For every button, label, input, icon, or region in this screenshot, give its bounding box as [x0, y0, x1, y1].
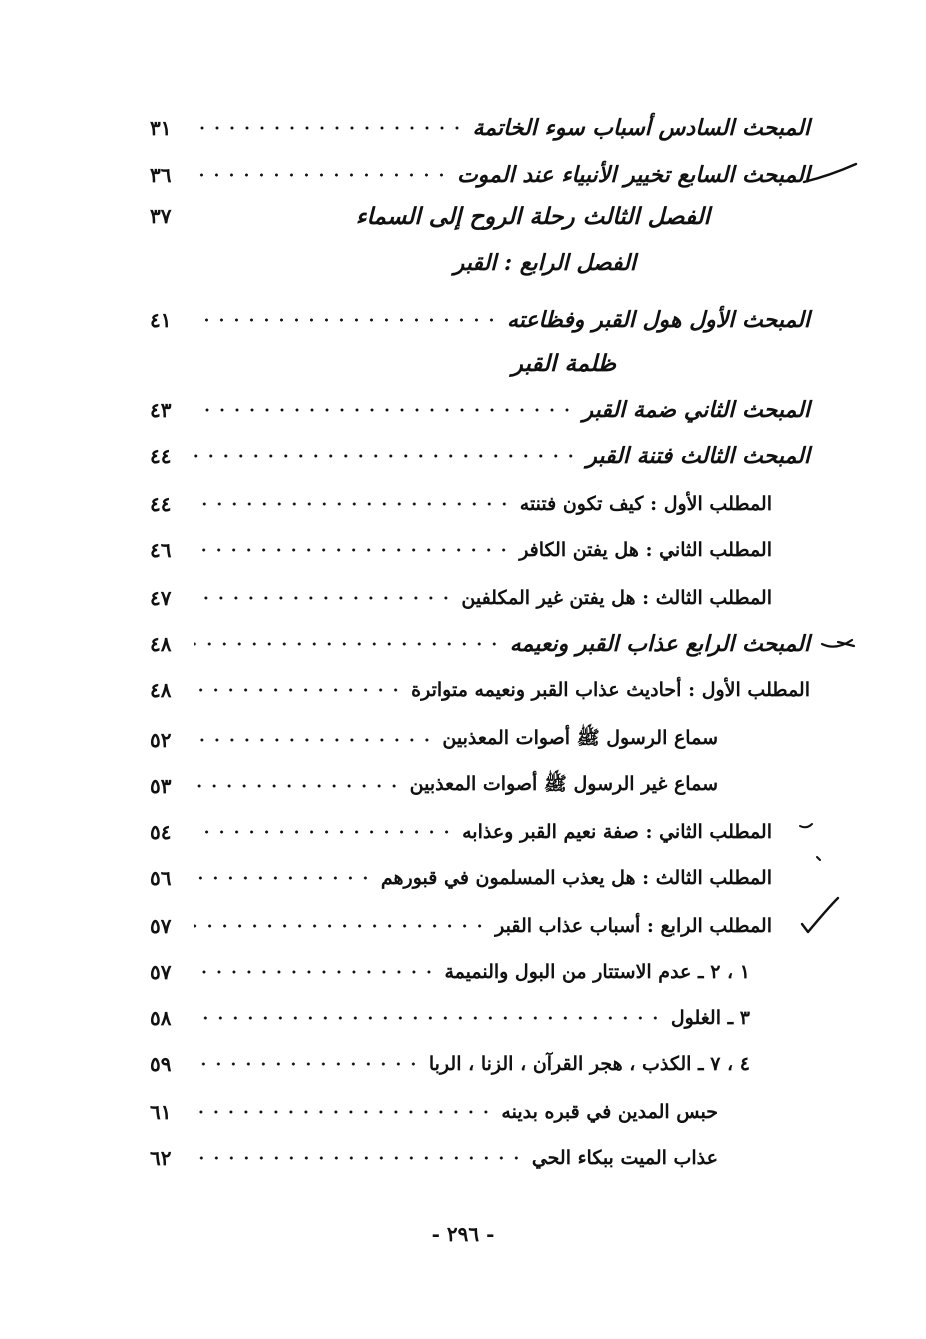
- dot-leader: [194, 998, 663, 1038]
- toc-entry-title: ١ ، ٢ ـ عدم الاستتار من البول والنميمة: [444, 961, 750, 983]
- handwritten-tick-mark: [800, 160, 860, 190]
- dot-leader: [194, 390, 575, 430]
- dot-leader: [194, 858, 373, 898]
- toc-entry-page: ٤٤: [150, 444, 172, 468]
- toc-entry-page: ٤٨: [150, 678, 172, 702]
- toc-entry-page: ٥٩: [150, 1052, 172, 1076]
- dot-leader: [194, 578, 453, 618]
- toc-entry-page: ٣٧: [150, 204, 172, 228]
- toc-entry-title: المطلب الثاني : صفة نعيم القبر وعذابه: [462, 821, 772, 843]
- toc-entry[interactable]: [150, 484, 772, 524]
- dot-leader: [194, 766, 402, 806]
- toc-entry[interactable]: [150, 436, 810, 476]
- dot-leader: [194, 624, 502, 664]
- toc-entry[interactable]: [150, 906, 772, 946]
- toc-entry-page: ٥٨: [150, 1006, 172, 1030]
- dot-leader: [194, 108, 464, 148]
- toc-entry[interactable]: [150, 530, 772, 570]
- toc-entry-title: المطلب الثالث : هل يفتن غير المكلفين: [461, 587, 772, 609]
- dot-leader: [194, 1138, 524, 1178]
- toc-entry-page: ٣٦: [150, 163, 172, 187]
- toc-entry-page: ٥٦: [150, 866, 172, 890]
- handwritten-tick-mark: [812, 852, 826, 866]
- dot-leader: [194, 952, 436, 992]
- toc-entry-title: سماع غير الرسول ﷺ أصوات المعذبين: [409, 773, 718, 795]
- toc-entry-page: ٥٧: [150, 914, 172, 938]
- toc-entry-page: ٤١: [150, 308, 172, 332]
- toc-entry-page: ٦١: [150, 1100, 172, 1124]
- toc-entry-page: ٥٧: [150, 960, 172, 984]
- toc-entry-page: ٥٢: [150, 728, 172, 752]
- toc-entry-title: المطلب الأول : أحاديث عذاب القبر ونعيمه متواترة: [411, 679, 810, 701]
- toc-entry-title: المبحث الرابع عذاب القبر ونعيمه: [509, 631, 810, 657]
- handwritten-tick-mark: [818, 632, 858, 656]
- toc-entry-title: المطلب الرابع : أسباب عذاب القبر: [495, 915, 772, 937]
- toc-entry-title: المطلب الأول : كيف تكون فتنته: [519, 493, 772, 515]
- toc-entry[interactable]: [150, 720, 718, 760]
- toc-entry[interactable]: [150, 1092, 718, 1132]
- toc-entry[interactable]: [150, 108, 810, 148]
- dot-leader: [194, 484, 512, 524]
- toc-entry[interactable]: [150, 300, 810, 340]
- dot-leader: [194, 720, 434, 760]
- dot-leader: [194, 300, 499, 340]
- toc-entry[interactable]: [150, 670, 810, 710]
- toc-entry-title: حبس المدين في قبره بدينه: [501, 1101, 718, 1123]
- dot-leader: [194, 1092, 493, 1132]
- toc-chapter-heading[interactable]: الفصل الرابع : القبر: [453, 250, 636, 276]
- toc-entry[interactable]: [150, 390, 810, 430]
- toc-entry[interactable]: [150, 624, 810, 664]
- dot-leader: [194, 812, 454, 852]
- toc-chapter[interactable]: [150, 196, 710, 236]
- toc-entry-title: ٣ ـ الغلول: [670, 1007, 750, 1029]
- toc-entry-title: المطلب الثالث : هل يعذب المسلمون في قبورهم: [380, 867, 772, 889]
- dot-leader: [194, 1044, 421, 1084]
- toc-entry-page: ٤٧: [150, 586, 172, 610]
- dot-leader: [194, 906, 487, 946]
- toc-entry-title: المبحث الأول هول القبر وفظاعته: [506, 307, 810, 333]
- toc-entry-page: ٤٨: [150, 632, 172, 656]
- toc-entry-title: ٤ ، ٧ ـ الكذب ، هجر القرآن ، الزنا ، الربا: [428, 1053, 750, 1075]
- toc-entry[interactable]: [150, 766, 718, 806]
- toc-entry-page: ٥٣: [150, 774, 172, 798]
- toc-entry[interactable]: [150, 952, 750, 992]
- toc-entry-title: المبحث السادس أسباب سوء الخاتمة: [472, 115, 810, 141]
- toc-entry-title: المبحث السابع تخيير الأنبياء عند الموت: [456, 162, 810, 188]
- toc-entry-page: ٣١: [150, 116, 172, 140]
- toc-entry-title: المطلب الثاني : هل يفتن الكافر: [519, 539, 772, 561]
- toc-entry[interactable]: [150, 858, 772, 898]
- toc-entry-page: ٤٦: [150, 538, 172, 562]
- toc-entry[interactable]: [150, 998, 750, 1038]
- toc-entry[interactable]: [150, 812, 772, 852]
- toc-entry-title: المبحث الثاني ضمة القبر: [582, 397, 810, 423]
- toc-entry[interactable]: [150, 578, 772, 618]
- toc-entry-page: ٦٢: [150, 1146, 172, 1170]
- toc-entry-title: عذاب الميت ببكاء الحي: [531, 1147, 718, 1169]
- page-number-footer: - ٢٩٦ -: [431, 1222, 495, 1246]
- toc-subtopic[interactable]: ظلمة القبر: [511, 350, 616, 377]
- toc-entry[interactable]: [150, 1044, 750, 1084]
- toc-entry[interactable]: [150, 1138, 718, 1178]
- toc-entry-title: المبحث الثالث فتنة القبر: [586, 443, 810, 469]
- toc-entry-page: ٤٤: [150, 492, 172, 516]
- dot-leader: [194, 530, 511, 570]
- dot-leader: [194, 670, 403, 710]
- toc-entry[interactable]: [150, 155, 810, 195]
- toc-entry-title: سماع الرسول ﷺ أصوات المعذبين: [442, 727, 718, 749]
- dot-leader: [194, 436, 578, 476]
- handwritten-check-mark: [798, 894, 842, 938]
- toc-entry-page: ٥٤: [150, 820, 172, 844]
- dot-leader: [194, 155, 449, 195]
- toc-entry-page: ٤٣: [150, 398, 172, 422]
- toc-entry-title: الفصل الثالث رحلة الروح إلى السماء: [355, 202, 710, 230]
- handwritten-tick-mark: [796, 818, 816, 834]
